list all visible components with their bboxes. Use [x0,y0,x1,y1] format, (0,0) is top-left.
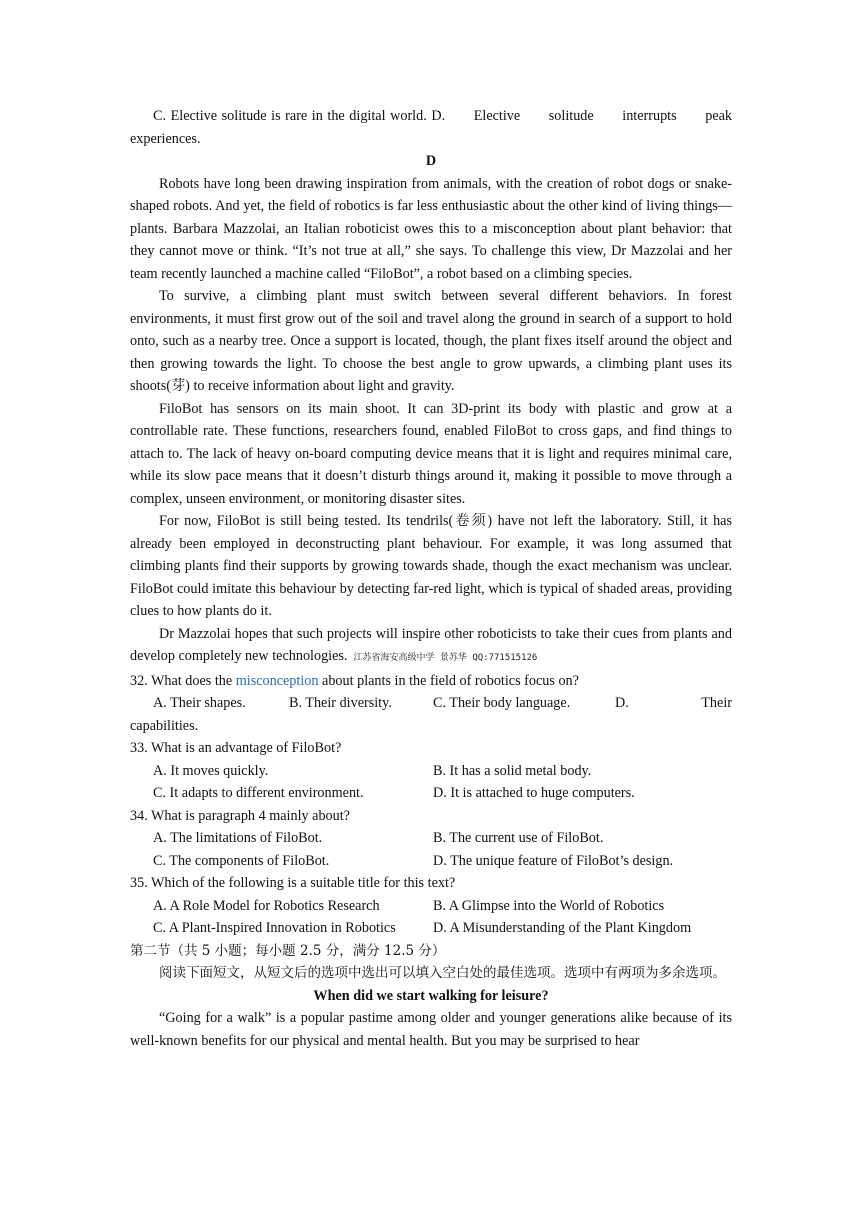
watermark-text: 江苏省海安高级中学 景苏华 QQ:771515126 [353,653,538,663]
exam-page [130,105,732,1052]
paragraph-1: Robots have long been drawing inspiration from animals, with the creation of robot dogs or snake-shaped robots. And yet, the field of robotics is far less enthusiastic about the other kind of living things—plants. Barbara Mazzolai, an Italian roboticist owes this to a misconception about plant behavior: that they cannot move or think. “It’s not true at all,” she says. To challenge this view, Dr Mazzolai and her team recently launched a machine called “FiloBot”, a robot based on a climbing species. [130,175,732,282]
q35-option-b: B. A Glimpse into the World of Robotics [433,897,665,914]
q32-option-d-continued: capabilities. [130,717,199,734]
option-c: C. Elective solitude is rare in the digital world. [153,108,427,124]
question-34-stem: 34. What is paragraph 4 mainly about? [130,807,350,824]
paragraph-2: To survive, a climbing plant must switch between several different behaviors. In forest environments, it must first grow out of the soil and travel along the ground in search of a support to hold onto, such as a nearby tree. Once a support is located, though, the plant fixes itself around the object and then growing towards the light. To choose the best angle to grow upwards, a climbing plant uses its shoots(芽) to receive information about light and gravity. [130,288,732,394]
question-33-options [130,760,732,805]
question-33-stem: 33. What is an advantage of FiloBot? [130,740,342,756]
question-35-options [130,895,732,940]
q33-option-b: B. It has a solid metal body. [433,762,592,779]
option-line-c-d [130,105,732,128]
section-2-paragraph-1: “Going for a walk” is a popular pastime among older and younger generations alike because of its well-known benefits for our physical and mental health. But you may be surprised to hear [130,1010,732,1049]
q32-post: about plants in the field of robotics focus on? [318,672,579,689]
section-2-title: When did we start walking for leisure? [313,987,549,1004]
option-d-start: D. Elective solitude interrupts peak [431,108,733,124]
paragraph-5-text: Dr Mazzolai hopes that such projects will inspire other roboticists to take their cues from plants and develop completely new technologies. [130,625,732,664]
q32-pre: 32. What does the [130,672,236,689]
paragraph-3: FiloBot has sensors on its main shoot. It can 3D-print its body with plastic and grow at a controllable rate. These functions, researchers found, enabled FiloBot to cross gaps, and find things to attach to. The lack of heavy on-board computing device means that it is light and requires minimal care, while its slow pace means that it doesn’t disturb things around it, making it possible to move through a complex, unseen environment, or monitoring disaster sites. [130,400,732,507]
paragraph-5 [130,623,732,670]
q35-option-d: D. A Misunderstanding of the Plant Kingdom [433,920,692,936]
q34-option-a: A. The limitations of FiloBot. [153,830,323,846]
q34-option-b: B. The current use of FiloBot. [433,830,604,846]
q32-option-b: B. Their diversity. [289,695,392,711]
q34-option-c: C. The components of FiloBot. [153,852,330,869]
question-34-options [130,827,732,872]
q35-option-a: A. A Role Model for Robotics Research [153,897,380,914]
question-32-stem [130,670,732,693]
q35-option-c: C. A Plant-Inspired Innovation in Robotics [153,920,396,936]
section-2-heading: 第二节（共 5 小题；每小题 2.5 分，满分 12.5 分） [130,942,446,959]
q34-option-d: D. The unique feature of FiloBot’s design. [433,852,674,869]
question-32-options [130,692,732,715]
q33-option-d: D. It is attached to huge computers. [433,785,635,801]
q32-option-d: D. [615,695,629,711]
section-2-instruction: 阅读下面短文，从短文后的选项中选出可以填入空白处的最佳选项。选项中有两项为多余选项。 [159,965,726,981]
q32-option-d-word: Their [701,695,732,711]
q33-option-a: A. It moves quickly. [153,762,269,779]
q32-option-a: A. Their shapes. [153,695,246,711]
q32-option-c: C. Their body language. [433,695,571,711]
option-d-continued: experiences. [130,130,201,147]
passage-letter: D [425,153,437,169]
q33-option-c: C. It adapts to different environment. [153,785,364,801]
question-35-stem: 35. Which of the following is a suitable title for this text? [130,875,456,891]
paragraph-4: For now, FiloBot is still being tested. Its tendrils(卷须) have not left the laboratory. Still, it has already been employed in deconstructing plant behaviour. For example, it was long assumed that climbing plants find their supports by growing towards shade, though the exact mechanism was unclear. FiloBot could imitate this behaviour by detecting far-red light, which is typical of shaded areas, providing clues to how plants do it. [130,513,732,619]
misconception-link[interactable]: misconception [235,672,319,689]
